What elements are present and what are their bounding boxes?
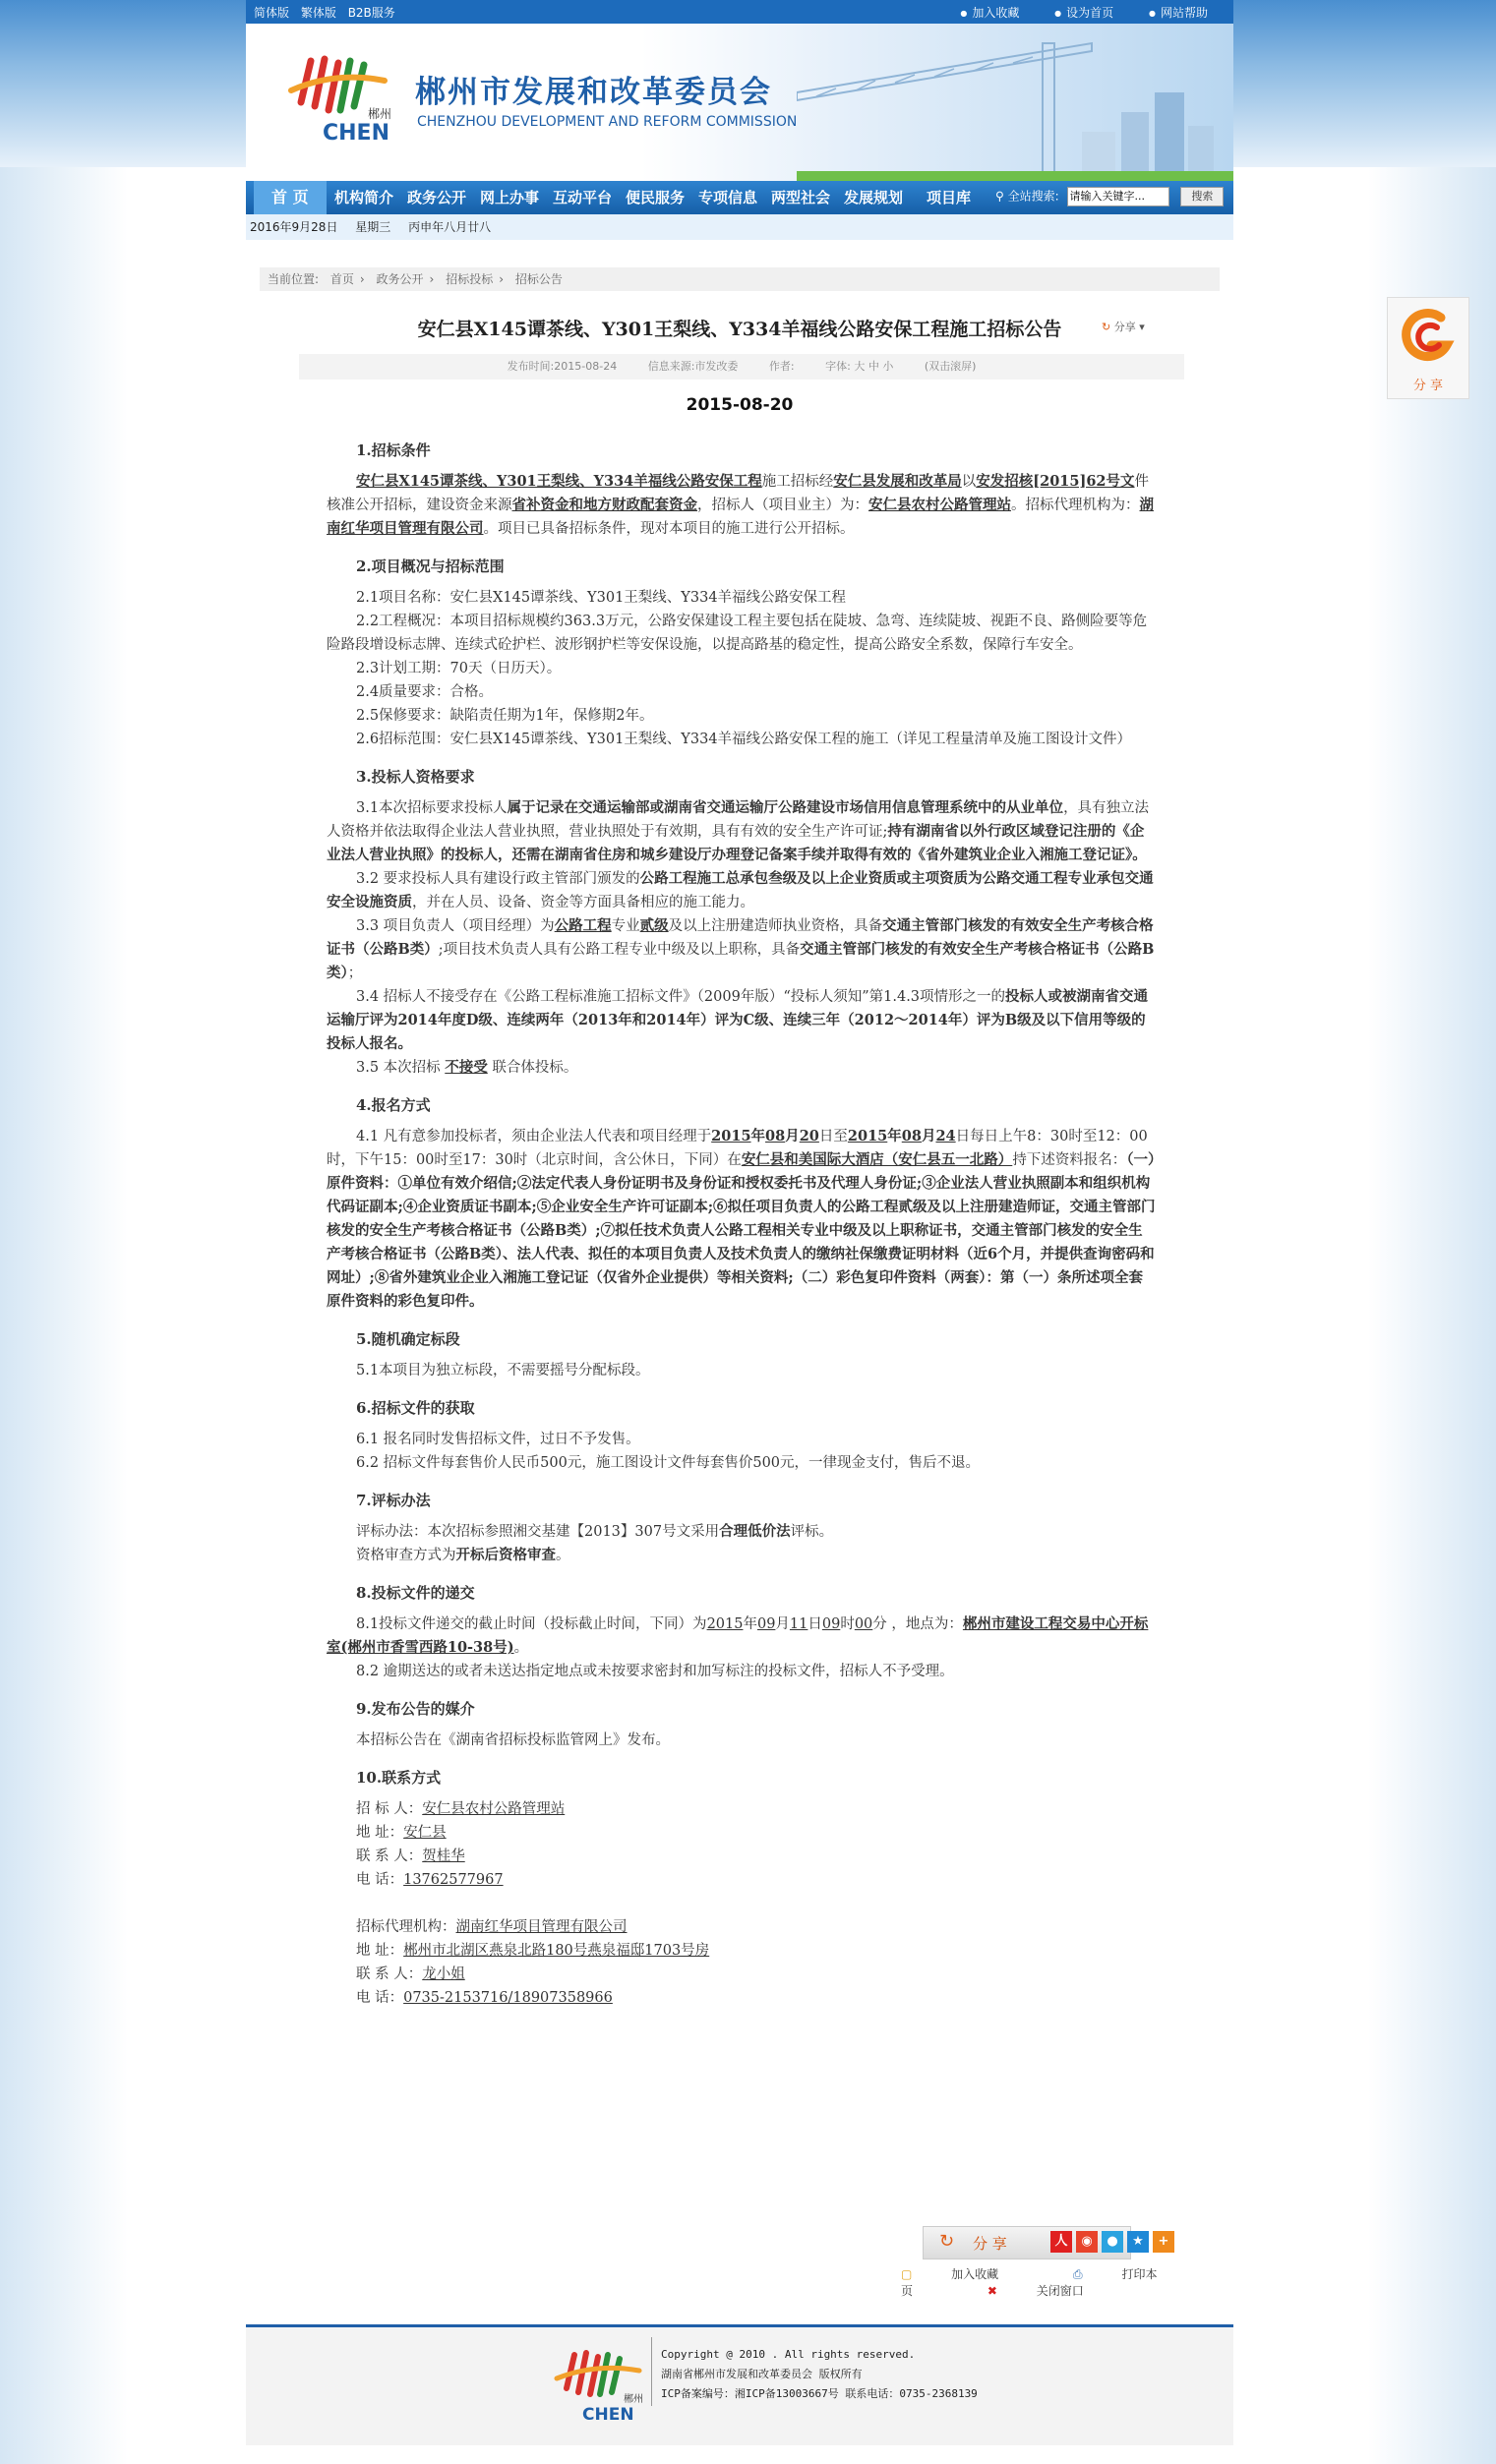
paragraph: 2.1项目名称：安仁县X145谭茶线、Y301王梨线、Y334羊福线公路安保工程 <box>356 590 847 606</box>
icp-info: ICP备案编号：湘ICP备13003667号 联系电话：0735-2368139 <box>661 2387 978 2400</box>
nav-item-two-type-society[interactable]: 两型社会 <box>771 189 831 206</box>
current-weekday: 星期三 <box>355 220 391 234</box>
nav-item-special-info[interactable]: 专项信息 <box>698 189 758 206</box>
traditional-link[interactable]: 繁体版 <box>300 6 336 20</box>
site-help-link[interactable]: ● 网站帮助 <box>1149 6 1208 20</box>
footer-divider <box>651 2337 652 2406</box>
copyright: Copyright @ 2010 . All rights reserved. <box>661 2348 916 2361</box>
contact-line: 招标代理机构：湖南红华项目管理有限公司 <box>356 1919 628 1935</box>
paragraph: 5.1本项目为独立标段，不需要摇号分配标段。 <box>356 1363 650 1379</box>
paragraph: 8.2 逾期送达的或者未送达指定地点或未按要求密封和加写标注的投标文件，招标人不予受理。 <box>356 1664 954 1679</box>
nav-item-planning[interactable]: 发展规划 <box>844 189 904 206</box>
breadcrumb-item-bidding[interactable]: 招标投标 <box>446 272 494 286</box>
article-meta <box>299 354 1184 380</box>
search-icon: ⚲ <box>995 189 1004 204</box>
floating-share-widget[interactable] <box>1387 297 1469 399</box>
nav-item-interaction[interactable]: 互动平台 <box>553 189 613 206</box>
current-date: 2016年9月28日 <box>250 220 338 234</box>
paragraph: 6.2 招标文件每套售价人民币500元，施工图设计文件每套售价500元，一律现金支付，售后不退。 <box>356 1455 981 1471</box>
paragraph: 2.2工程概况：本项目招标规模约363.3万元，公路安保建设工程主要包括在陡坡、急弯、连续陡坡、视距不良、路侧险要等危险路段增设标志牌、连续式砼护栏、波形钢护栏等安保设施，以提高路基的稳定性，提高公路安全系数，保障行车安全。 <box>327 614 1148 653</box>
paragraph: 2.6招标范围：安仁县X145谭茶线、Y301王梨线、Y334羊福线公路安保工程的施工（详见工程量清单及施工图设计文件） <box>356 732 1132 747</box>
renren-icon[interactable]: 人 <box>1050 2231 1072 2253</box>
nav-item-about[interactable]: 机构简介 <box>334 189 394 206</box>
paragraph: 4.1 凡有意参加投标者，须由企业法人代表和项目经理于2015年08月20日至2015年08月24日每日上午8：30时至12：00时，下午15：00时至17：30时（北京时间，含公休日，下同）在安仁县和美国际大酒店（安仁县五一北路）持下述资料报名：（一）原件资料：①单位有效介绍信;②法定代表人身份证明书及身份证和授权委托书及代理人身份证;③企业法人营业执照副本和组织机构代码证副本;④企业资质证书副本;⑤企业安全生产许可证副本;⑥拟任项目负责人的公路工程贰级及以上注册建造师证，交通主管部门核发的安全生产考核合格证书（公路B类）;⑦拟任技术负责人公路工程相关专业中级及以上职称证书，交通主管部门核发的安全生产考核合格证书（公路B类）、法人代表、拟任的本项目负责人及技术负责人的缴纳社保缴费证明材料（近6个月，并提供查询密码和网址）;⑧省外建筑业企业入湘施工登记证（仅省外企业提供）等相关资料;（二）彩色复印件资料（两套）：第（一）条所述项全套原件资料的彩色复印件。 <box>327 1128 1156 1310</box>
share-button-bottom[interactable] <box>923 2226 1131 2259</box>
paragraph: 评标办法：本次招标参照湘交基建【2013】307号文采用合理低价法评标。 <box>356 1523 834 1540</box>
paragraph: 3.3 项目负责人（项目经理）为公路工程专业贰级及以上注册建造师执业资格，具备交通主管部门核发的有效安全生产考核合格证书（公路B类）;项目技术负责人具有公路工程专业中级及以上职称，具备交通主管部门核发的有效安全生产考核合格证书（公路B类）； <box>327 917 1155 981</box>
printer-icon: ⎙ <box>1073 2267 1083 2281</box>
crane-illustration <box>797 24 1233 181</box>
section-heading: 3.投标人资格要求 <box>356 768 475 786</box>
breadcrumb-label: 当前位置: <box>268 272 320 286</box>
owner: 湖南省郴州市发展和改革委员会 版权所有 <box>661 2368 863 2380</box>
search-input[interactable]: 请输入关键字... <box>1067 187 1169 206</box>
paragraph: 6.1 报名同时发售招标文件，过日不予发售。 <box>356 1432 640 1447</box>
site-title: 郴州市发展和改革委员会 <box>415 75 772 110</box>
breadcrumb: 当前位置: 首页 › 政务公开 › 招标投标 › 招标公告 <box>260 267 1220 291</box>
paragraph: 2.3计划工期：70天（日历天）。 <box>356 661 562 676</box>
close-action[interactable]: ✖ 关闭窗口 <box>987 2284 1084 2298</box>
nav-item-home[interactable]: 首 页 <box>254 181 327 214</box>
share-bottom-label: 分 享 <box>973 2235 1007 2253</box>
close-icon: ✖ <box>987 2284 997 2298</box>
chevron-down-icon: ▾ <box>1139 321 1145 333</box>
contact-line: 地 址：郴州市北湖区燕泉北路180号燕泉福邸1703号房 <box>356 1943 710 1959</box>
paragraph: 8.1投标文件递交的截止时间（投标截止时间，下同）为2015年09月11日09时00分 ，地点为：郴州市建设工程交易中心开标室(郴州市香雪西路10-38号)。 <box>327 1615 1149 1656</box>
author: 作者: <box>768 360 795 373</box>
header-banner <box>246 24 1233 181</box>
logo-text: CHEN <box>323 121 389 146</box>
publish-time: 发布时间:2015-08-24 <box>507 360 618 373</box>
paragraph: 资格审查方式为开标后资格审查。 <box>356 1547 570 1563</box>
font-size-control[interactable]: 字体: 大 中 小 <box>825 360 894 373</box>
article-title: 安仁县X145谭茶线、Y301王梨线、Y334羊福线公路安保工程施工招标公告 <box>417 319 1062 340</box>
paragraph: 2.5保修要求：缺陷责任期为1年，保修期2年。 <box>356 708 654 724</box>
footer-logo <box>549 2337 647 2435</box>
more-share-icon[interactable]: + <box>1153 2231 1174 2253</box>
article-body <box>327 433 1157 2010</box>
paragraph: 3.2 要求投标人具有建设行政主管部门颁发的公路工程施工总承包叁级及以上企业资质或主项资质为公路交通工程专业承包交通安全设施资质，并在人员、设备、资金等方面具备相应的施工能力。 <box>327 870 1154 910</box>
logo-small-text: 郴州 <box>368 107 392 121</box>
tencent-weibo-icon[interactable]: ● <box>1102 2231 1123 2253</box>
print-action[interactable]: ⎙ 打印本页 <box>901 2267 1158 2298</box>
weibo-icon[interactable]: ◉ <box>1076 2231 1098 2253</box>
section-heading: 9.发布公告的媒介 <box>356 1700 475 1718</box>
nav-item-online-service[interactable]: 网上办事 <box>480 189 540 206</box>
section-heading: 2.项目概况与招标范围 <box>356 557 505 575</box>
breadcrumb-item-gov[interactable]: 政务公开 <box>376 272 424 286</box>
site-subtitle: CHENZHOU DEVELOPMENT AND REFORM COMMISSION <box>417 114 798 130</box>
share-logo-icon <box>1402 306 1455 371</box>
share-logo-icon: ↻ <box>939 2231 955 2252</box>
share-label: 分享 <box>1113 321 1136 333</box>
nav-item-public-service[interactable]: 便民服务 <box>626 189 686 206</box>
contact-line: 电 话：0735-2153716/18907358966 <box>356 1990 613 2006</box>
paragraph: 3.5 本次招标 不接受 联合体投标。 <box>356 1059 578 1076</box>
share-bar-bottom <box>923 2226 1182 2258</box>
contact-line: 联 系 人：龙小姐 <box>356 1966 465 1982</box>
b2b-link[interactable]: B2B服务 <box>347 6 395 20</box>
site-logo <box>281 41 394 149</box>
section-heading: 8.投标文件的递交 <box>356 1584 475 1602</box>
contact-line: 地 址：安仁县 <box>356 1825 447 1841</box>
paragraph: 3.4 招标人不接受存在《公路工程标准施工招标文件》（2009年版）“投标人须知”第1.4.3项情形之一的投标人或被湖南省交通运输厅评为2014年度D级、连续两年（2013年和2014年）评为C级、连续三年（2012～2014年）评为B级及以下信用等级的投标人报名。 <box>327 988 1149 1052</box>
nav-item-gov-affairs[interactable]: 政务公开 <box>407 189 467 206</box>
contact-line: 联 系 人：贺桂华 <box>356 1848 465 1864</box>
paragraph: 本招标公告在《湖南省招标投标监管网上》发布。 <box>356 1732 670 1748</box>
date-bar <box>246 214 1233 240</box>
search-button[interactable]: 搜索 <box>1180 187 1224 206</box>
footer <box>246 2324 1233 2445</box>
footer-logo-small: 郴州 <box>624 2394 643 2405</box>
section-heading: 10.联系方式 <box>356 1769 442 1787</box>
folder-icon: ▢ <box>901 2267 913 2281</box>
simplified-link[interactable]: 简体版 <box>254 6 290 20</box>
paragraph: 2.4质量要求：合格。 <box>356 684 494 700</box>
page-actions <box>901 2265 1233 2299</box>
breadcrumb-item-notice[interactable]: 招标公告 <box>514 272 563 286</box>
qzone-icon[interactable]: ★ <box>1127 2231 1149 2253</box>
share-icon: ↻ <box>1102 321 1111 333</box>
search-label: 全站搜索: <box>1007 189 1059 204</box>
section-heading: 6.招标文件的获取 <box>356 1399 475 1417</box>
add-favorite-link[interactable]: ● 加入收藏 <box>960 6 1019 20</box>
share-button-top[interactable] <box>1102 319 1145 334</box>
lunar-date: 丙申年八月廿八 <box>408 220 492 234</box>
paragraph: 安仁县X145谭茶线、Y301王梨线、Y334羊福线公路安保工程施工招标经安仁县发展和改革局以安发招核[2015]62号文件核准公开招标，建设资金来源省补资金和地方财政配套资金，招标人（项目业主）为：安仁县农村公路管理站。招标代理机构为：湖南红华项目管理有限公司。项目已具备招标条件，现对本项目的施工进行公开招标。 <box>327 473 1154 537</box>
section-heading: 4.报名方式 <box>356 1096 431 1114</box>
section-heading: 7.评标办法 <box>356 1492 431 1509</box>
section-heading: 1.招标条件 <box>356 441 431 459</box>
top-links-bar <box>246 0 1233 24</box>
favorite-action[interactable]: ▢ 加入收藏 <box>901 2267 999 2281</box>
nav-item-project-library[interactable]: 项目库 <box>927 189 972 206</box>
section-heading: 5.随机确定标段 <box>356 1330 460 1348</box>
floating-share-label: 分 享 <box>1412 379 1444 393</box>
paragraph: 3.1本次招标要求投标人属于记录在交通运输部或湖南省交通运输厅公路建设市场信用信息管理系统中的从业单位，具有独立法人资格并依法取得企业法人营业执照，营业执照处于有效期，具有有效的安全生产许可证;持有湖南省以外行政区域登记注册的《企业法人营业执照》的投标人，还需在湖南省住房和城乡建设厅办理登记备案手续并取得有效的《省外建筑业企业入湘施工登记证》。 <box>327 799 1150 863</box>
dblclick-scroll-hint: (双击滚屏) <box>924 360 977 373</box>
breadcrumb-item-home[interactable]: 首页 <box>329 272 354 286</box>
site-search <box>995 187 1224 206</box>
contact-line: 招 标 人：安仁县农村公路管理站 <box>356 1801 566 1817</box>
footer-text <box>661 2345 978 2404</box>
info-source: 信息来源:市发改委 <box>647 360 739 373</box>
contact-line: 电 话：13762577967 <box>356 1872 504 1888</box>
set-home-link[interactable]: ● 设为首页 <box>1054 6 1113 20</box>
footer-logo-text: CHEN <box>582 2405 634 2425</box>
page-container <box>246 0 1233 2464</box>
main-nav <box>246 181 1233 214</box>
article-date: 2015-08-20 <box>686 395 794 415</box>
